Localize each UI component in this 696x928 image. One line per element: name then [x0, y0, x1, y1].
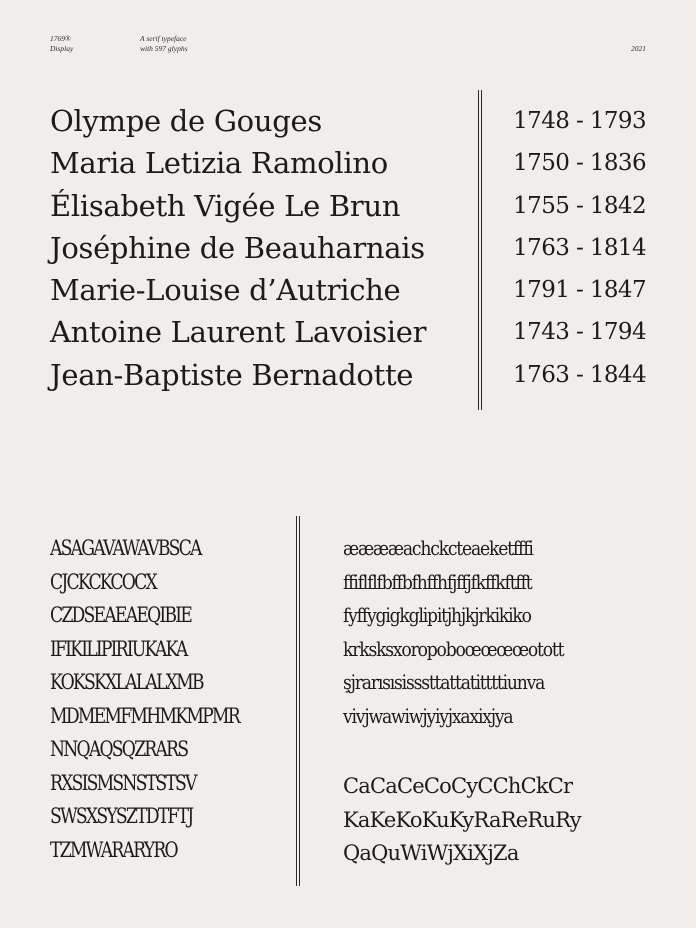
figure-name: Joséphine de Beauharnais: [50, 230, 425, 265]
double-divider-top: [478, 90, 482, 410]
figure-name: Maria Letizia Ramolino: [50, 146, 388, 181]
years-column: [486, 100, 646, 396]
figure-years: 1748 - 1793: [513, 108, 646, 134]
glyph-row: krksksxoropoboœœœœotott: [343, 636, 564, 661]
names-column: [50, 100, 470, 396]
glyph-row: TZMWARARYRO: [50, 837, 177, 862]
release-year: [631, 44, 646, 54]
figure-name: Olympe de Gouges: [50, 104, 322, 138]
figure-name: Élisabeth Vigée Le Brun: [50, 188, 401, 223]
description-line-2: with 597 glyphs: [140, 44, 188, 53]
glyph-row: KOKSKXLALALXMB: [50, 670, 203, 694]
glyph-row: QaQuWiWjXiXjZa: [343, 841, 519, 865]
lowercase-ligatures: [343, 532, 653, 733]
uppercase-ligatures: [50, 532, 290, 867]
glyph-row: CJCKCKCOCX: [50, 569, 156, 594]
glyph-row: CZDSEAEAEQIBIE: [50, 603, 192, 627]
glyph-row: fyffygigkglipitjhjkjrkikiko: [343, 603, 531, 627]
glyph-row: IFIKILIPIRIUKAKA: [50, 636, 187, 661]
figure-years: 1743 - 1794: [513, 319, 646, 346]
contextual-pairs: [343, 770, 653, 871]
glyph-row: SWSXSYSZTDTFTJ: [50, 804, 193, 828]
glyph-row: KaKeKoKuKyRaReRuRy: [343, 807, 581, 832]
typeface-name: 1769®: [50, 34, 71, 43]
glyph-row: NNQAQSQZRARS: [50, 737, 188, 761]
figure-years: 1791 - 1847: [513, 277, 646, 304]
glyph-row: şjrarısısisssttattatittttiunva: [343, 670, 545, 694]
typeface-description: [140, 34, 188, 54]
glyph-row: RXSISMSNSTSTSV: [50, 770, 196, 795]
glyph-row: vivjwawiwjyiyjxaxixjya: [343, 703, 513, 728]
glyph-row: ffiflflfbffbfhffhfjffjfkffkftfft: [343, 569, 532, 594]
figure-years: 1755 - 1842: [513, 192, 646, 219]
figure-name: Marie-Louise d’Autriche: [50, 273, 401, 308]
glyph-row: MDMEMFMHMKMPMR: [50, 703, 239, 728]
glyph-row: ææææachckcteaeketfffi: [343, 536, 533, 560]
glyph-row: ASAGAVAWAVBSCA: [50, 536, 201, 560]
figure-years: 1763 - 1844: [513, 361, 646, 388]
typeface-info: [50, 34, 73, 54]
figure-years: 1763 - 1814: [513, 234, 646, 261]
figure-name: Antoine Laurent Lavoisier: [50, 315, 427, 350]
typeface-style: Display: [50, 44, 74, 53]
double-divider-bottom: [296, 516, 300, 886]
figure-years: 1750 - 1836: [513, 150, 646, 177]
figure-name: Jean-Baptiste Bernadotte: [50, 357, 414, 392]
year-text: 2021: [631, 44, 646, 53]
glyph-row: CaCaCeCoCyCChCkCr: [343, 774, 573, 798]
description-line-1: A serif typeface: [140, 34, 187, 43]
